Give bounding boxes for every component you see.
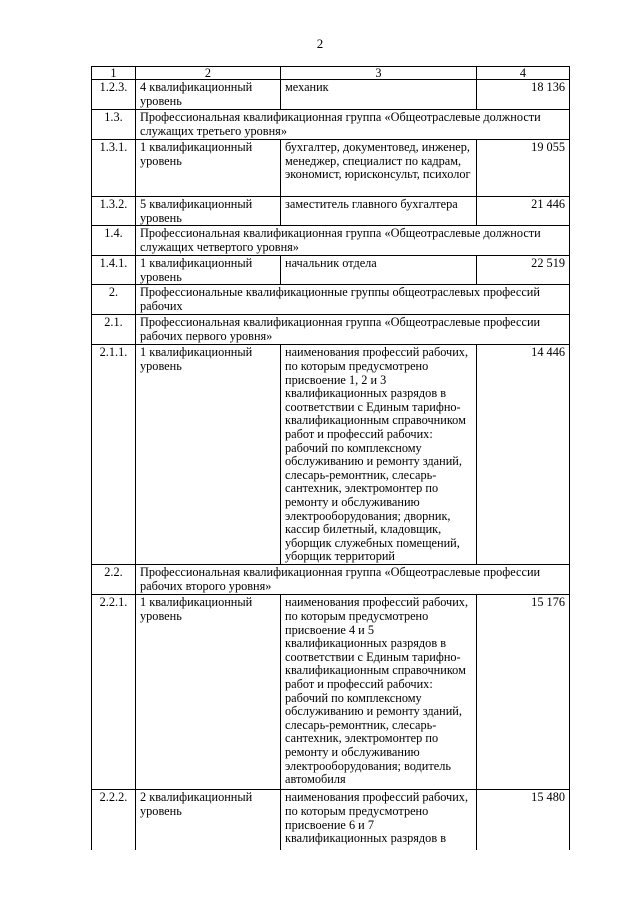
- group-row: [92, 285, 570, 315]
- positions: механик: [281, 80, 477, 110]
- table-row: [92, 790, 570, 850]
- positions: наименования профессий рабочих, по которым предусмотрено присвоение 6 и 7 квалификационных разрядов в: [281, 790, 477, 850]
- positions: наименования профессий рабочих, по которым предусмотрено присвоение 4 и 5 квалификационных разрядов в соответствии с Единым тарифно-квалификационным справочником работ и профессий рабочих: рабочий по комплексному обслуживанию и ремонту зданий, слесарь-ремонтник, слесарь-сантехник, электромонтер по ремонту и обслуживанию электрооборудования; водитель автомобиля: [281, 595, 477, 790]
- row-number: 1.2.3.: [92, 80, 136, 110]
- group-title: Профессиональные квалификационные группы общеотраслевых профессий рабочих: [136, 285, 570, 315]
- header-cell: 3: [281, 67, 477, 80]
- salary: 22 519: [477, 256, 570, 285]
- group-row: [92, 565, 570, 595]
- group-row: [92, 226, 570, 256]
- qualification-level: 4 квалификационный уровень: [136, 80, 281, 110]
- positions: начальник отдела: [281, 256, 477, 285]
- group-title: Профессиональная квалификационная группа «Общеотраслевые должности служащих четвертого уровня»: [136, 226, 570, 256]
- header-cell: 2: [136, 67, 281, 80]
- qualification-level: 5 квалификационный уровень: [136, 197, 281, 226]
- group-row: [92, 315, 570, 345]
- qualification-level: 1 квалификационный уровень: [136, 595, 281, 790]
- row-number: 2.1.1.: [92, 345, 136, 565]
- table-row: [92, 140, 570, 197]
- group-title: Профессиональная квалификационная группа «Общеотраслевые должности служащих третьего уровня»: [136, 110, 570, 140]
- table-row: [92, 595, 570, 790]
- salary: 14 446: [477, 345, 570, 565]
- header-cell: 1: [92, 67, 136, 80]
- row-number: 1.4.: [92, 226, 136, 256]
- qualification-level: 1 квалификационный уровень: [136, 140, 281, 197]
- salary: 18 136: [477, 80, 570, 110]
- table-row: [92, 80, 570, 110]
- qualification-level: 1 квалификационный уровень: [136, 345, 281, 565]
- header-cell: 4: [477, 67, 570, 80]
- row-number: 1.3.1.: [92, 140, 136, 197]
- table-row: [92, 256, 570, 285]
- row-number: 2.: [92, 285, 136, 315]
- qualification-level: 2 квалификационный уровень: [136, 790, 281, 850]
- salary: 19 055: [477, 140, 570, 197]
- positions: наименования профессий рабочих, по которым предусмотрено присвоение 1, 2 и 3 квалификационных разрядов в соответствии с Единым тарифно-квалификационным справочником работ и профессий рабочих: рабочий по комплексному обслуживанию и ремонту зданий, слесарь-ремонтник, слесарь-сантехник, электромонтер по ремонту и обслуживанию электрооборудования; дворник, кассир билетный, кладовщик, уборщик служебных помещений, уборщик территорий: [281, 345, 477, 565]
- salary-table: [91, 66, 570, 850]
- positions: заместитель главного бухгалтера: [281, 197, 477, 226]
- row-number: 2.2.2.: [92, 790, 136, 850]
- table-header-row: [92, 67, 570, 80]
- group-row: [92, 110, 570, 140]
- group-title: Профессиональная квалификационная группа «Общеотраслевые профессии рабочих второго уровня»: [136, 565, 570, 595]
- salary: 21 446: [477, 197, 570, 226]
- table-row: [92, 197, 570, 226]
- row-number: 1.4.1.: [92, 256, 136, 285]
- page-number: 2: [316, 36, 324, 51]
- salary: 15 480: [477, 790, 570, 850]
- table-row: [92, 345, 570, 565]
- row-number: 1.3.: [92, 110, 136, 140]
- positions: бухгалтер, документовед, инженер, менеджер, специалист по кадрам, экономист, юрисконсульт, психолог: [281, 140, 477, 197]
- row-number: 1.3.2.: [92, 197, 136, 226]
- qualification-level: 1 квалификационный уровень: [136, 256, 281, 285]
- group-title: Профессиональная квалификационная группа «Общеотраслевые профессии рабочих первого уровня»: [136, 315, 570, 345]
- salary: 15 176: [477, 595, 570, 790]
- row-number: 2.2.: [92, 565, 136, 595]
- row-number: 2.2.1.: [92, 595, 136, 790]
- row-number: 2.1.: [92, 315, 136, 345]
